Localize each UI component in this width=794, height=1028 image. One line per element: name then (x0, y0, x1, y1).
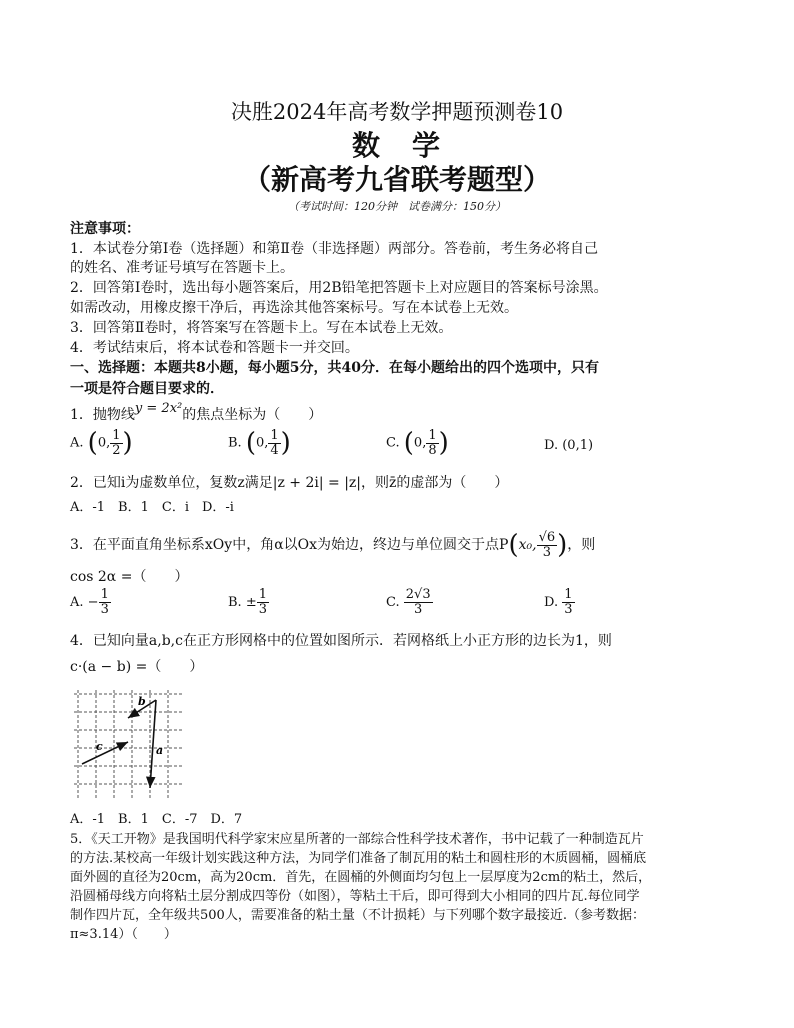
q2-options: A．-1 B．1 C．i D．-i (70, 500, 234, 515)
q2-stem: 2．已知i为虚数单位，复数z满足|z + 2i| = |z|，则z̄的虚部为（ ） (70, 475, 509, 491)
q3-a-den: 3 (100, 602, 109, 617)
section1-line2: 一项是符合题目要求的． (70, 381, 224, 397)
notes-heading: 注意事项： (70, 221, 140, 237)
q1-c-zero: 0, (413, 435, 427, 451)
section1-line1: 一、选择题：本题共8小题，每小题5分，共40分．在每小题给出的四个选项中，只有 (70, 360, 599, 376)
q3-point-x: x₀, (518, 537, 537, 553)
q1-c-num: 1 (428, 427, 437, 443)
q1-b-den: 4 (270, 442, 279, 458)
q3-d-num: 1 (564, 587, 573, 602)
q3-d-label: D. (544, 595, 559, 610)
q3-option-a (70, 588, 111, 617)
q1-d-label: D. (544, 438, 559, 453)
q3-b-sign: ± (245, 595, 257, 610)
note-1b: 的姓名、准考证号填写在答题卡上。 (70, 260, 294, 276)
q1-option-d (544, 438, 593, 453)
q3-option-b (228, 588, 269, 617)
note-3: 3．回答第Ⅱ卷时，将答案写在答题卡上。写在本试卷上无效。 (70, 320, 453, 336)
q3-a-label: A. (70, 595, 84, 610)
q3-point-den: 3 (542, 544, 551, 560)
q5-line5: 制作四片瓦，全年级共500人，需要准备的粘土量（不计损耗）与下列哪个数字最接近.（参考数据： (70, 908, 645, 923)
q4-options: A．-1 B．1 C．-7 D．7 (70, 812, 243, 827)
q1-stem (70, 401, 323, 424)
q1-formula: y = 2x² (134, 401, 183, 416)
q3-option-c (386, 588, 433, 617)
vector-a-label: a (156, 744, 164, 757)
q1-c-den: 8 (428, 442, 437, 458)
exam-info: （考试时间：120分钟 试卷满分：150分） (288, 200, 506, 213)
q5-line3: 面外圆的直径为20cm，高为20cm．首先，在圆桶的外侧面均匀包上一层厚度为2cm的粘土，然后， (70, 870, 652, 885)
note-2a: 2．回答第Ⅰ卷时，选出每小题答案后，用2B铅笔把答题卡上对应题目的答案标号涂黑。 (70, 280, 608, 296)
q1-a-label: A. (70, 435, 84, 451)
q1-c-label: C. (386, 435, 400, 451)
q3-stem-post: ，则 (567, 537, 596, 553)
q1-post: 的焦点坐标为（ ） (182, 407, 323, 423)
q4-stem: 4．已知向量a,b,c在正方形网格中的位置如图所示．若网格纸上小正方形的边长为1，则 (70, 633, 612, 649)
q1-a-zero: 0, (97, 435, 111, 451)
q1-option-a: A. (0, $\frac{1}{2}$ ) (70, 427, 133, 458)
q3-a-num: 1 (100, 587, 109, 602)
exam-subtitle: （新高考九省联考题型） (242, 163, 551, 196)
grid-lines (74, 690, 182, 798)
vector-grid-figure (72, 688, 184, 800)
q1-pre: 1．抛物线 (70, 407, 135, 423)
q5-line4: 沿圆桶母线方向将粘土层分割成四等份（如图），等粘土干后，即可得到大小相同的四片瓦.每位同学 (70, 889, 640, 904)
q1-option-b: B. (0, $\frac{1}{4}$ ) (228, 427, 291, 458)
q5-line2: 的方法.某校高一年级计划实践这种方法，为同学们准备了制瓦用的粘土和圆柱形的木质圆桶，圆桶底 (70, 851, 647, 866)
q3-point-num: √6 (538, 529, 556, 545)
q1-a-den: 2 (112, 442, 121, 458)
q4-line2: c·(a − b) =（ ） (70, 659, 204, 675)
q3-b-num: 1 (258, 587, 268, 602)
vector-c-label: c (96, 740, 103, 753)
q3-c-label: C. (386, 595, 400, 610)
q3-a-sign: − (87, 595, 99, 610)
q1-b-label: B. (228, 435, 242, 451)
q1-b-num: 1 (270, 427, 279, 443)
q3-c-num: 2√3 (405, 587, 431, 602)
note-1a: 1．本试卷分第Ⅰ卷（选择题）和第Ⅱ卷（非选择题）两部分。答卷前，考生务必将自己 (70, 241, 598, 257)
q3-b-label: B. (228, 595, 242, 610)
q3-b-den: 3 (258, 602, 268, 617)
subject-heading: 数 学 (351, 129, 442, 162)
q3-c-den: 3 (414, 602, 423, 617)
q5-line6: π≈3.14）（ ） (70, 927, 177, 942)
note-2b: 如需改动，用橡皮擦干净后，再选涂其他答案标号。写在本试卷上无效。 (70, 300, 518, 316)
q3-stem-pre: 3．在平面直角坐标系xOy中，角α以Ox为始边，终边与单位圆交于点P (70, 537, 509, 553)
q1-a-num: 1 (112, 427, 121, 443)
vector-c-arrow (82, 742, 128, 764)
note-4: 4．考试结束后，将本试卷和答题卡一并交回。 (70, 340, 359, 356)
q3-line2: cos 2α =（ ） (70, 569, 189, 585)
q3-d-den: 3 (564, 602, 573, 617)
q1-d-value: (0,1) (562, 438, 594, 453)
exam-title: 决胜2024年高考数学押题预测卷10 (230, 100, 564, 124)
q1-b-zero: 0, (255, 435, 269, 451)
q3-option-d (544, 588, 575, 617)
q5-line1: 5．《天工开物》是我国明代科学家宋应星所著的一部综合性科学技术著作，书中记载了一种制造瓦片 (70, 832, 644, 847)
q3-stem: 3．在平面直角坐标系xOy中，角α以Ox为始边，终边与单位圆交于点P(x₀, $\frac{√6}{3}$ )，则 (70, 529, 596, 560)
vector-b-label: b (138, 695, 146, 708)
q1-option-c: C. (0, $\frac{1}{8}$ ) (386, 427, 449, 458)
